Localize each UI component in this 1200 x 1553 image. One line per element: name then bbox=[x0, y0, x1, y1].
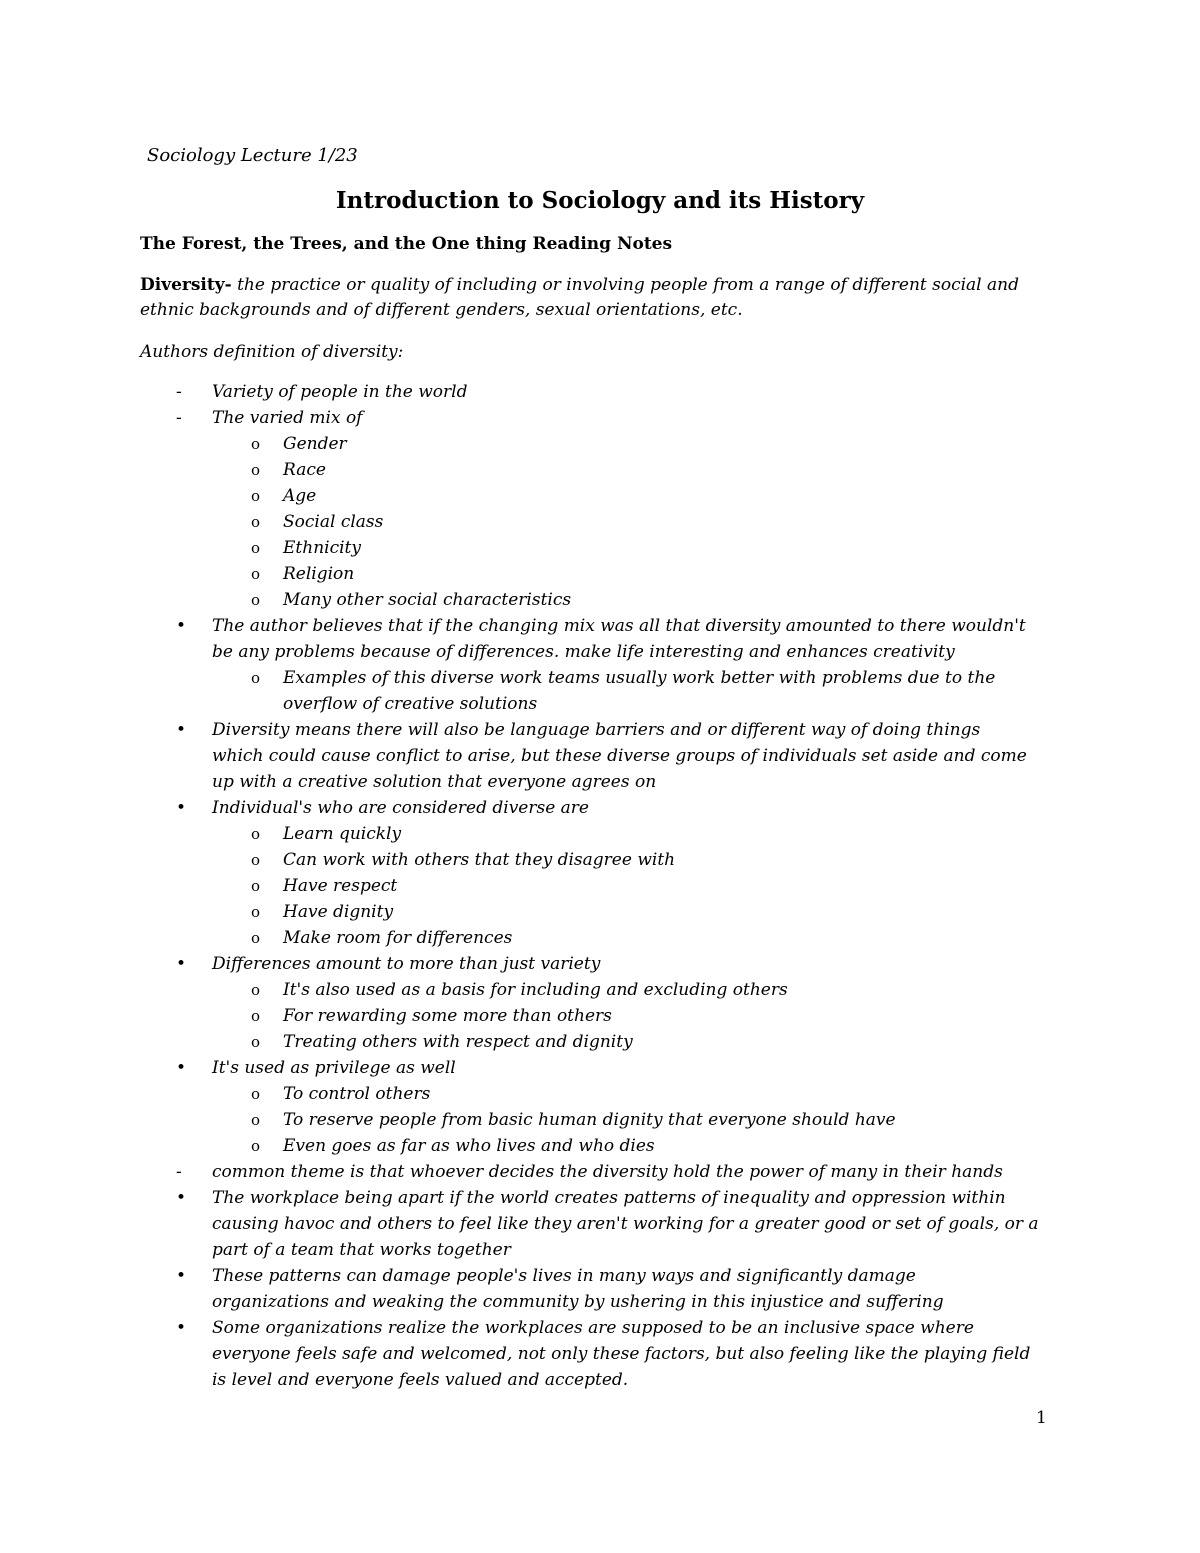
circle-bullet-icon: o bbox=[251, 539, 261, 557]
list-item-text: organizations and weaking the community by ushering in this injustice and suffering bbox=[212, 1292, 944, 1312]
lecture-label: Sociology Lecture 1/23 bbox=[147, 145, 358, 166]
list-item-text: Race bbox=[283, 460, 326, 480]
list-item bbox=[0, 951, 1200, 977]
definition-text-line-2: ethnic backgrounds and of different genders, sexual orientations, etc. bbox=[140, 300, 743, 320]
circle-bullet-icon: o bbox=[251, 461, 261, 479]
definition-text-line-1: the practice or quality of including or involving people from a range of different social and bbox=[231, 275, 1019, 295]
list-item-text: Age bbox=[283, 486, 317, 506]
list-item bbox=[0, 587, 1200, 613]
list-item-text: To reserve people from basic human dignity that everyone should have bbox=[283, 1110, 896, 1130]
list-item bbox=[0, 1211, 1200, 1237]
list-item-text: Variety of people in the world bbox=[212, 382, 468, 402]
list-item-text: part of a team that works together bbox=[212, 1240, 511, 1260]
authors-definition-label: Authors definition of diversity: bbox=[140, 342, 404, 362]
circle-bullet-icon: o bbox=[251, 1033, 261, 1051]
list-item-text: For rewarding some more than others bbox=[283, 1006, 612, 1026]
list-item bbox=[0, 379, 1200, 405]
list-item bbox=[0, 899, 1200, 925]
list-item bbox=[0, 847, 1200, 873]
bullet-icon: • bbox=[176, 720, 187, 740]
list-item bbox=[0, 535, 1200, 561]
definition-term: Diversity- bbox=[140, 275, 232, 295]
list-item bbox=[0, 795, 1200, 821]
list-item bbox=[0, 1185, 1200, 1211]
bullet-icon: • bbox=[176, 1188, 187, 1208]
list-item bbox=[0, 639, 1200, 665]
dash-bullet-icon: - bbox=[176, 1162, 182, 1182]
list-item bbox=[0, 977, 1200, 1003]
list-item bbox=[0, 821, 1200, 847]
list-item bbox=[0, 769, 1200, 795]
list-item-text: Diversity means there will also be language barriers and or different way of doing things bbox=[212, 720, 981, 740]
dash-bullet-icon: - bbox=[176, 382, 182, 402]
list-item bbox=[0, 1263, 1200, 1289]
list-item-text: Even goes as far as who lives and who dies bbox=[283, 1136, 655, 1156]
page-title: Introduction to Sociology and its History bbox=[335, 187, 865, 214]
list-item-text: Individual's who are considered diverse are bbox=[212, 798, 589, 818]
list-item bbox=[0, 665, 1200, 691]
list-item bbox=[0, 509, 1200, 535]
list-item-text: Many other social characteristics bbox=[283, 590, 572, 610]
circle-bullet-icon: o bbox=[251, 981, 261, 999]
bullet-icon: • bbox=[176, 1266, 187, 1286]
list-item-text: It's used as privilege as well bbox=[212, 1058, 456, 1078]
bullet-icon: • bbox=[176, 616, 187, 636]
list-item bbox=[0, 431, 1200, 457]
list-item bbox=[0, 1003, 1200, 1029]
list-item-text: which could cause conflict to arise, but these diverse groups of individuals set aside and come bbox=[212, 746, 1027, 766]
list-item bbox=[0, 1341, 1200, 1367]
list-item-text: To control others bbox=[283, 1084, 431, 1104]
bullet-icon: • bbox=[176, 954, 187, 974]
list-item-text: Gender bbox=[283, 434, 347, 454]
circle-bullet-icon: o bbox=[251, 903, 261, 921]
list-item-text: The workplace being apart if the world creates patterns of inequality and oppression within bbox=[212, 1188, 1006, 1208]
list-item bbox=[0, 925, 1200, 951]
list-item-text: Social class bbox=[283, 512, 384, 532]
circle-bullet-icon: o bbox=[251, 825, 261, 843]
bullet-icon: • bbox=[176, 1058, 187, 1078]
dash-bullet-icon: - bbox=[176, 408, 182, 428]
bullet-icon: • bbox=[176, 798, 187, 818]
list-item-text: is level and everyone feels valued and accepted. bbox=[212, 1370, 629, 1390]
notes-list bbox=[0, 379, 1200, 1393]
list-item-text: Have respect bbox=[283, 876, 398, 896]
list-item-text: The varied mix of bbox=[212, 408, 363, 428]
list-item-text: Make room for differences bbox=[283, 928, 513, 948]
list-item bbox=[0, 561, 1200, 587]
list-item bbox=[0, 743, 1200, 769]
circle-bullet-icon: o bbox=[251, 565, 261, 583]
list-item bbox=[0, 873, 1200, 899]
page-number: 1 bbox=[1036, 1408, 1047, 1428]
bullet-icon: • bbox=[176, 1318, 187, 1338]
list-item-text: up with a creative solution that everyone agrees on bbox=[212, 772, 657, 792]
circle-bullet-icon: o bbox=[251, 435, 261, 453]
list-item bbox=[0, 1107, 1200, 1133]
section-heading: The Forest, the Trees, and the One thing Reading Notes bbox=[140, 234, 673, 254]
list-item-text: The author believes that if the changing mix was all that diversity amounted to there wouldn't bbox=[212, 616, 1026, 636]
list-item bbox=[0, 1055, 1200, 1081]
list-item-text: everyone feels safe and welcomed, not only these factors, but also feeling like the playing field bbox=[212, 1344, 1031, 1364]
list-item-text: These patterns can damage people's lives in many ways and significantly damage bbox=[212, 1266, 916, 1286]
circle-bullet-icon: o bbox=[251, 1137, 261, 1155]
list-item-text: Can work with others that they disagree with bbox=[283, 850, 676, 870]
list-item bbox=[0, 1133, 1200, 1159]
list-item-text: Examples of this diverse work teams usually work better with problems due to the bbox=[283, 668, 996, 688]
circle-bullet-icon: o bbox=[251, 877, 261, 895]
list-item bbox=[0, 457, 1200, 483]
circle-bullet-icon: o bbox=[251, 669, 261, 687]
list-item bbox=[0, 483, 1200, 509]
list-item bbox=[0, 1315, 1200, 1341]
list-item bbox=[0, 405, 1200, 431]
circle-bullet-icon: o bbox=[251, 1085, 261, 1103]
list-item bbox=[0, 613, 1200, 639]
list-item bbox=[0, 1029, 1200, 1055]
circle-bullet-icon: o bbox=[251, 1007, 261, 1025]
circle-bullet-icon: o bbox=[251, 513, 261, 531]
list-item-text: Some organizations realize the workplaces are supposed to be an inclusive space where bbox=[212, 1318, 974, 1338]
circle-bullet-icon: o bbox=[251, 929, 261, 947]
circle-bullet-icon: o bbox=[251, 1111, 261, 1129]
circle-bullet-icon: o bbox=[251, 591, 261, 609]
circle-bullet-icon: o bbox=[251, 851, 261, 869]
circle-bullet-icon: o bbox=[251, 487, 261, 505]
list-item-text: common theme is that whoever decides the diversity hold the power of many in their hands bbox=[212, 1162, 1003, 1182]
list-item bbox=[0, 717, 1200, 743]
list-item-text: Religion bbox=[283, 564, 355, 584]
list-item-text: Ethnicity bbox=[283, 538, 361, 558]
list-item-text: causing havoc and others to feel like they aren't working for a greater good or set of goals, or a bbox=[212, 1214, 1039, 1234]
list-item bbox=[0, 1289, 1200, 1315]
list-item-text: Differences amount to more than just variety bbox=[212, 954, 601, 974]
diversity-definition bbox=[140, 273, 1090, 323]
list-item-text: Learn quickly bbox=[283, 824, 402, 844]
list-item bbox=[0, 1159, 1200, 1185]
list-item-text: Have dignity bbox=[283, 902, 394, 922]
list-item-text: be any problems because of differences. make life interesting and enhances creativity bbox=[212, 642, 955, 662]
list-item-text: It's also used as a basis for including and excluding others bbox=[283, 980, 788, 1000]
list-item bbox=[0, 1367, 1200, 1393]
list-item bbox=[0, 1237, 1200, 1263]
list-item-text: overflow of creative solutions bbox=[283, 694, 538, 714]
list-item bbox=[0, 691, 1200, 717]
list-item-text: Treating others with respect and dignity bbox=[283, 1032, 633, 1052]
list-item bbox=[0, 1081, 1200, 1107]
